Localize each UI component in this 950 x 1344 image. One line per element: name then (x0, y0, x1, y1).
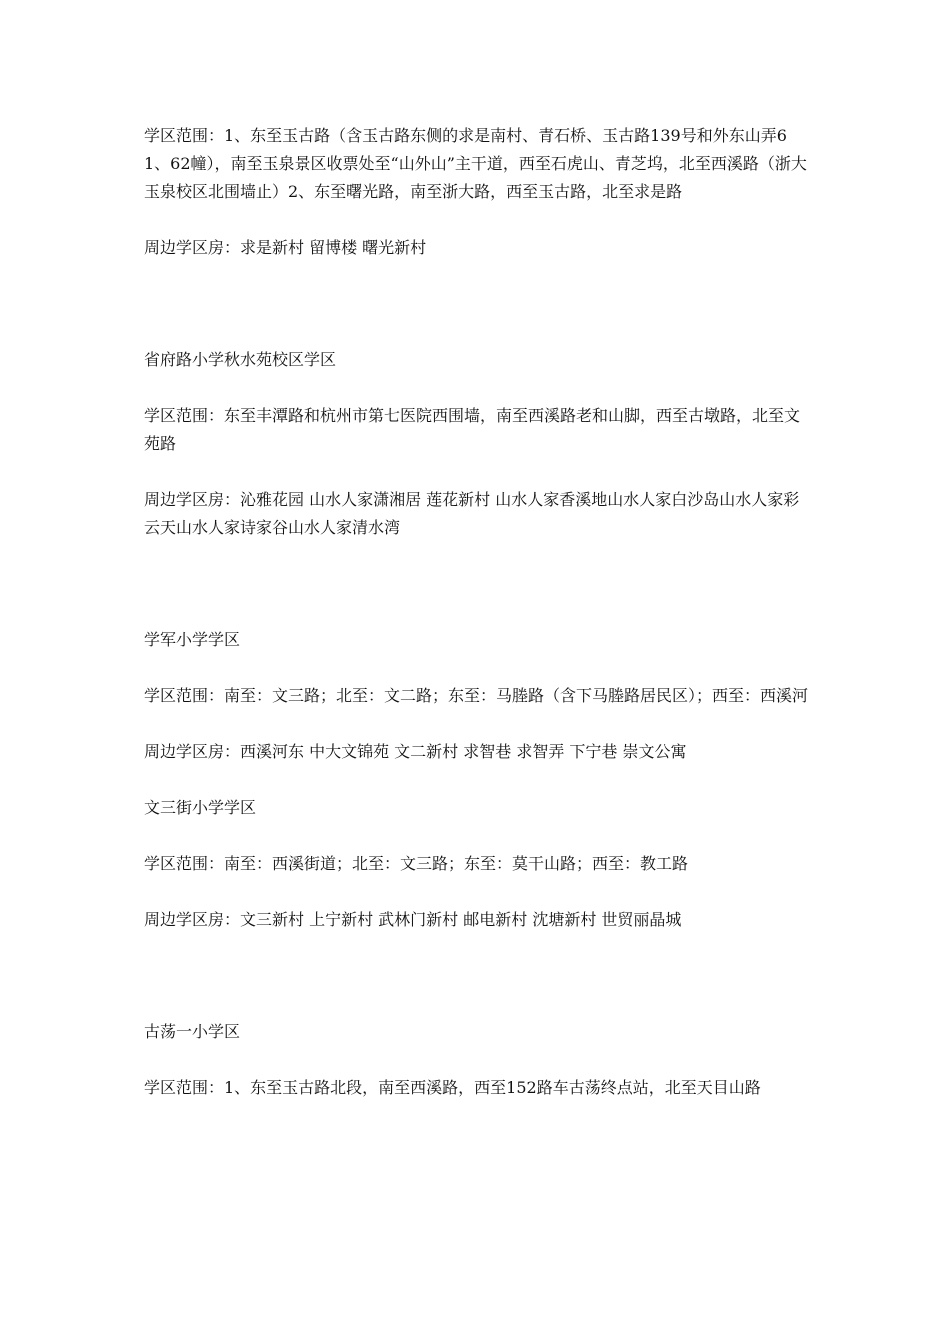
section-heading: 古荡一小学区 (144, 1022, 241, 1041)
nearby-housing-paragraph: 周边学区房：求是新村 留博楼 曙光新村 (144, 238, 427, 257)
section-heading: 文三街小学学区 (144, 798, 257, 817)
nearby-housing-paragraph: 周边学区房：西溪河东 中大文锦苑 文二新村 求智巷 求智弄 下宁巷 崇文公寓 (144, 742, 687, 761)
school-district-range-paragraph: 学区范围：南至：文三路；北至：文二路；东至：马塍路（含下马塍路居民区）；西至：西溪河 (144, 686, 809, 705)
section-heading: 学军小学学区 (144, 630, 241, 649)
document-body (144, 122, 812, 1130)
section-spacer (144, 962, 812, 1018)
section-heading: 省府路小学秋水苑校区学区 (144, 350, 337, 369)
school-district-range-paragraph: 学区范围：南至：西溪街道；北至：文三路；东至：莫干山路；西至：教工路 (144, 854, 689, 873)
nearby-housing-paragraph: 周边学区房：文三新村 上宁新村 武林门新村 邮电新村 沈塘新村 世贸丽晶城 (144, 910, 682, 929)
school-district-range-paragraph: 学区范围：1、东至玉古路北段，南至西溪路，西至152路车古荡终点站，北至天目山路 (144, 1078, 761, 1097)
section-spacer (144, 570, 812, 626)
section-spacer (144, 290, 812, 346)
school-district-range-paragraph: 学区范围：东至丰潭路和杭州市第七医院西围墙，南至西溪路老和山脚，西至古墩路，北至文苑路 (144, 406, 801, 453)
nearby-housing-paragraph: 周边学区房：沁雅花园 山水人家潇湘居 莲花新村 山水人家香溪地山水人家白沙岛山水人家彩云天山水人家诗家谷山水人家清水湾 (144, 490, 800, 537)
school-district-range-paragraph: 学区范围：1、东至玉古路（含玉古路东侧的求是南村、青石桥、玉古路139号和外东山弄61、62幢），南至玉泉景区收票处至“山外山”主干道，西至石虎山、青芝坞，北至西溪路（浙大玉泉校区北围墙止）2、东至曙光路，南至浙大路，西至玉古路，北至求是路 (144, 126, 807, 201)
